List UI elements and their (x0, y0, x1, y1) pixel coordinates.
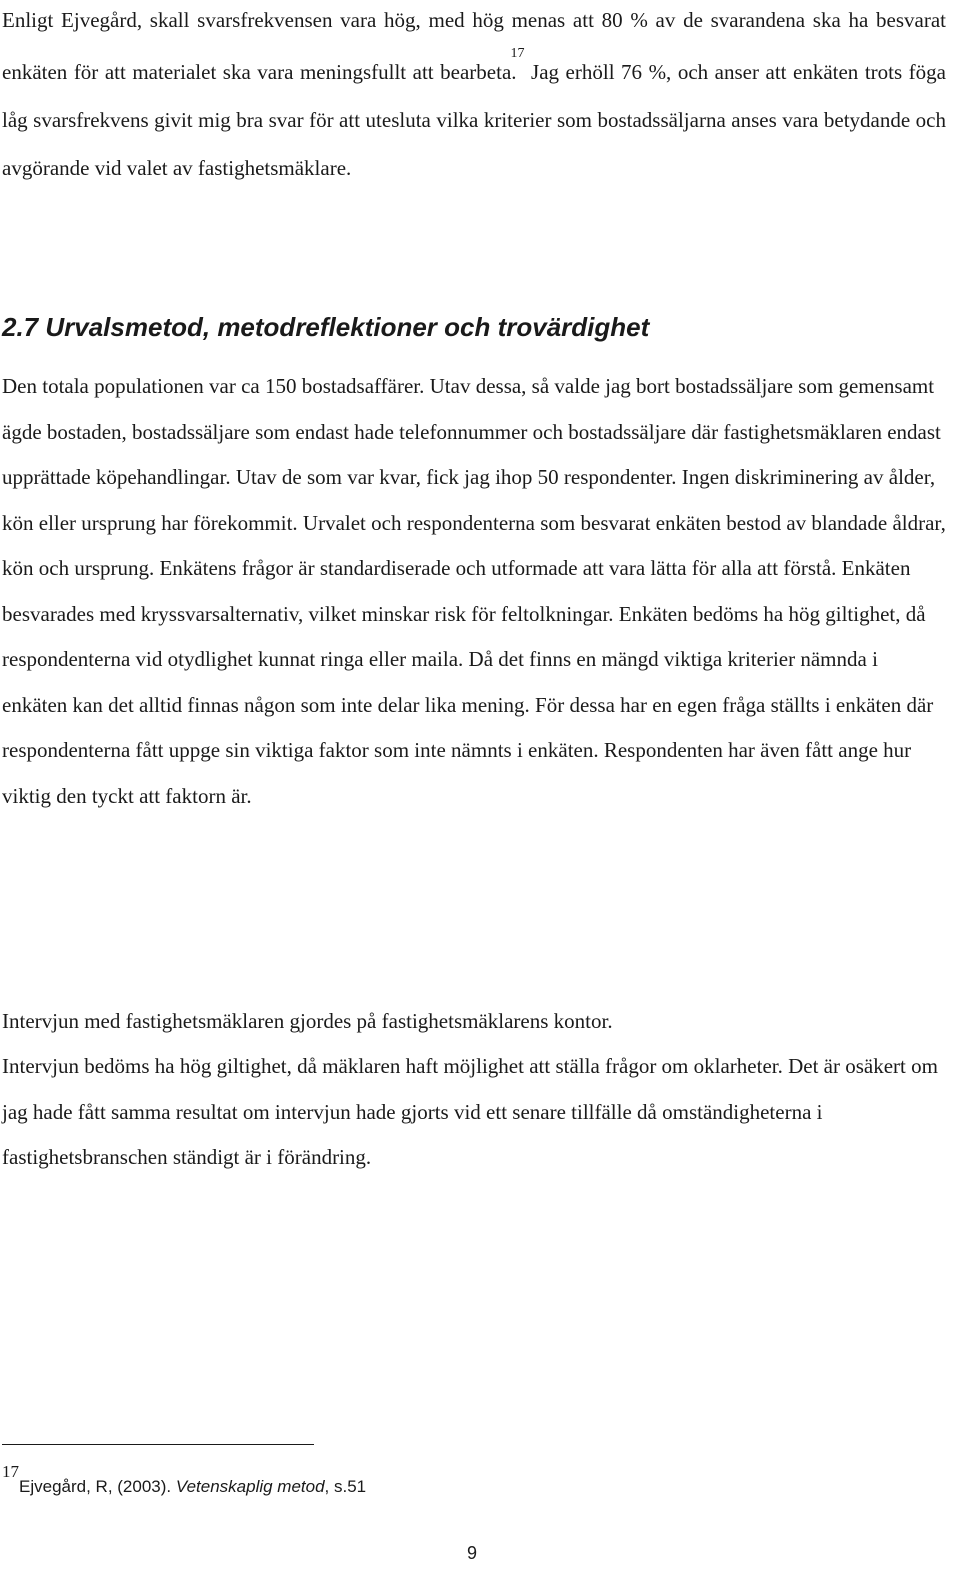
intro-text-continued: Jag erhöll 76 %, och anser att enkäten trots föga låg svarsfrekvens givit mig bra svar för att utesluta vilka kriterier som bostadssäljarna anses vara betydande och avgörande vid valet av fastighetsmäklare. (2, 60, 946, 180)
interview-line-1: Intervjun med fastighetsmäklaren gjordes på fastighetsmäklarens kontor. (2, 1009, 613, 1033)
interview-paragraph (2, 999, 946, 1180)
footnote-page: , s.51 (324, 1477, 367, 1496)
footnote-citation (19, 1477, 366, 1496)
method-paragraph: Den totala populationen var ca 150 bostadsaffärer. Utav dessa, så valde jag bort bostadssäljare som gemensamt ägde bostaden, bostadssäljare som endast hade telefonnummer och bostadssäljare där fastighetsmäklaren endast upprättade köpehandlingar. Utav de som var kvar, fick jag ihop 50 respondenter. Ingen diskriminering av ålder, kön eller ursprung har förekommit. Urvalet och respondenterna som besvarat enkäten bestod av blandade åldrar, kön och ursprung. Enkätens frågor är standardiserade och utformade att vara lätta för alla att förstå. Enkäten besvarades med kryssvarsalternativ, vilket minskar risk för feltolkningar. Enkäten bedöms ha hög giltighet, då respondenterna vid otydlighet kunnat ringa eller maila. Då det finns en mängd viktiga kriterier nämnda i enkäten kan det alltid finnas någon som inte delar lika mening. För dessa har en egen fråga ställts i enkäten där respondenterna fått uppge sin viktiga faktor som inte nämnts i enkäten. Respondenten har även fått ange hur viktig den tyckt att faktorn är. (2, 374, 946, 808)
footnote-number: 17 (2, 1462, 19, 1481)
footnote-author: Ejvegård, R, (2003). (19, 1477, 176, 1496)
footnote-divider (2, 1444, 314, 1445)
footnote-title: Vetenskaplig metod (175, 1477, 325, 1496)
page-number: 9 (466, 1543, 477, 1563)
interview-text: Intervjun bedöms ha hög giltighet, då mäklaren haft möjlighet att ställa frågor om oklarheter. Det är osäkert om jag hade fått samma resultat om intervjun hade gjorts vid ett senare tillfälle då omständigheterna i fastighetsbranschen ständigt är i förändring. (2, 1054, 938, 1169)
section-heading: 2.7 Urvalsmetod, metodreflektioner och trovärdighet (2, 312, 650, 342)
intro-paragraph (2, 0, 946, 192)
footnote (2, 1460, 367, 1496)
intro-text: Enligt Ejvegård, skall svarsfrekvensen vara hög, med hög menas att 80 % av de svarandena ska ha besvarat enkäten för att materialet ska vara meningsfullt att bearbeta. (2, 8, 946, 84)
footnote-reference[interactable]: 17 (510, 46, 525, 61)
